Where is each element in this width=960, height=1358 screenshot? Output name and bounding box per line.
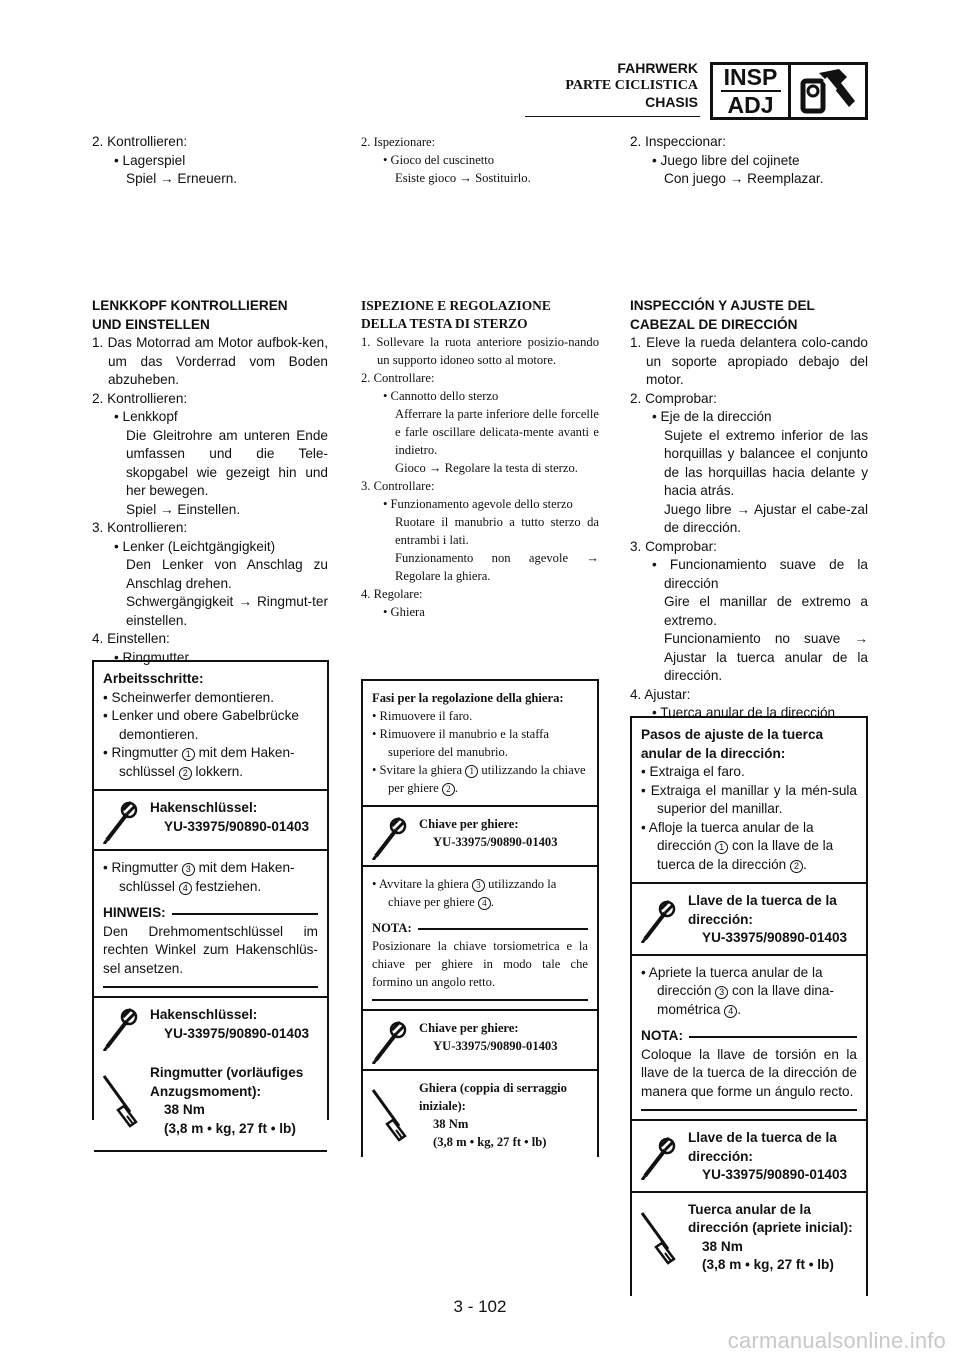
es-tool-2-number: YU-33975/90890-01403 xyxy=(702,1167,848,1182)
it-note-heading: NOTA: xyxy=(372,919,588,937)
it-torque-spec xyxy=(363,1071,597,1157)
insp-adj-badge xyxy=(710,62,868,120)
it-tool-2-number: YU-33975/90890-01403 xyxy=(433,1039,558,1053)
de-box-step-3: • Ringmutter 1 mit dem Haken-schlüssel 2 lokkern. xyxy=(103,745,295,779)
it-section-title: ISPEZIONE E REGOLAZIONE xyxy=(361,298,551,313)
de-step2: 2. Kontrollieren: xyxy=(92,390,188,406)
torque-wrench-icon xyxy=(94,1056,146,1144)
hook-wrench-icon xyxy=(363,807,415,865)
es-tool-1 xyxy=(632,884,866,954)
de-step2-section xyxy=(92,133,328,189)
de-note-text: Den Drehmomentschlüssel im rechten Winkel zum Hakenschlüs-sel ansetzen. xyxy=(103,923,318,976)
es-torque-value-alt: (3,8 m • kg, 27 ft • lb) xyxy=(702,1257,834,1272)
de-torque-name: Ringmutter (vorläufiges Anzugsmoment): xyxy=(150,1065,304,1099)
badge-bottom: ADJ xyxy=(727,92,774,118)
hook-wrench-icon xyxy=(94,791,146,849)
it-procedure-box xyxy=(361,679,599,1157)
it-box-head: Fasi per la regolazione della ghiera: xyxy=(372,691,564,705)
de-tool-2 xyxy=(94,998,327,1056)
it-torque-value: 38 Nm xyxy=(433,1117,469,1131)
es-box-step-4: • Apriete la tuerca anular de la dirección 3 con la llave dina-mométrica 4 . xyxy=(641,964,834,1017)
es-tool-2-name: Llave de la tuerca de la dirección: xyxy=(688,1130,837,1164)
de-section-title: LENKKOPF KONTROLLIEREN xyxy=(92,298,288,313)
de-box-step-4: • Ringmutter 3 mit dem Haken-schlüssel 4 festziehen. xyxy=(103,860,295,894)
it-step2-result: Esiste gioco → Sostituirlo. xyxy=(395,171,531,185)
de-step4: 4. Einstellen: xyxy=(92,631,170,646)
it-step4-bullet: • Ghiera xyxy=(383,605,425,619)
it-step3-result: Funzionamento non agevole → Regolare la ghiera. xyxy=(395,551,599,583)
de-step2-bullet: • Lenkkopf xyxy=(114,409,178,424)
es-tool-2 xyxy=(632,1121,866,1191)
es-main-section xyxy=(630,297,868,723)
header-title-it: PARTE CICLISTICA xyxy=(565,78,698,93)
es-step1: 1. Eleve la rueda delantera colo-cando un soporte apropiado debajo del motor. xyxy=(630,335,868,387)
de-box-step-1: • Scheinwerfer demontieren. xyxy=(103,689,274,705)
it-note-text: Posizionare la chiave torsiometrica e la chiave per ghiere in modo tale che formino un angolo retto. xyxy=(372,939,588,989)
it-step2-result-2: Gioco → Regolare la testa di sterzo. xyxy=(395,461,578,475)
de-torque-spec xyxy=(94,1056,327,1144)
header-rule xyxy=(525,116,700,117)
es-section-title-2: CABEZAL DE DIRECCIÓN xyxy=(630,316,798,332)
es-step3-text: Gire el manillar de extremo a extremo. xyxy=(664,594,868,628)
de-step3-text: Den Lenker von Anschlag zu Anschlag drehen. xyxy=(126,557,328,591)
de-box-step-2: • Lenker und obere Gabelbrücke demontieren. xyxy=(103,708,299,742)
de-step1: 1. Das Motorrad am Motor aufbok-ken, um das Vorderrad vom Boden abzuheben. xyxy=(92,335,328,387)
de-step2-result: Spiel → Erneuern. xyxy=(126,171,238,186)
es-tool-1-number: YU-33975/90890-01403 xyxy=(702,930,848,945)
es-note-text: Coloque la llave de torsión en la llave de la tuerca de la dirección de manera que forme un ángulo recto. xyxy=(641,1046,857,1099)
it-box-step-1: • Rimuovere il faro. xyxy=(372,709,473,723)
hook-wrench-icon xyxy=(363,1011,415,1069)
it-step3-text: Ruotare il manubrio a tutto sterzo da entrambi i lati. xyxy=(395,515,599,547)
de-note-heading: HINWEIS: xyxy=(103,904,318,923)
it-step3: 3. Controllare: xyxy=(361,479,435,493)
es-step2-text: Sujete el extremo inferior de las horquillas y balancee el conjunto de las horquillas hacia delante y hacia atrás. xyxy=(664,427,868,498)
es-tool-1-name: Llave de la tuerca de la dirección: xyxy=(688,893,837,927)
de-tool-1-number: YU-33975/90890-01403 xyxy=(164,818,310,834)
de-torque-value-alt: (3,8 m • kg, 27 ft • lb) xyxy=(164,1120,296,1136)
de-tool-2-number: YU-33975/90890-01403 xyxy=(164,1025,310,1041)
callout-1: 1 xyxy=(182,748,195,761)
it-section-title-2: DELLA TESTA DI STERZO xyxy=(361,316,528,331)
es-step2-item: • Juego libre del cojinete xyxy=(652,152,800,168)
es-box-step-3: • Afloje la tuerca anular de la dirección 1 con la llave de la tuerca de la dirección 2 . xyxy=(641,819,834,872)
de-procedure-box xyxy=(92,660,329,1136)
it-torque-name: Ghiera (coppia di serraggio iniziale): xyxy=(419,1081,567,1113)
es-section-title: INSPECCIÓN Y AJUSTE DEL xyxy=(630,298,815,313)
it-tool-1-name: Chiave per ghiere: xyxy=(419,817,519,831)
torque-wrench-icon xyxy=(363,1071,415,1157)
wrench-gauge-icon xyxy=(791,65,865,117)
section-heading xyxy=(565,60,698,111)
it-step2-text: Afferrare la parte inferiore delle forcelle e farle oscillare delicata-mente avanti e indietro. xyxy=(395,407,599,457)
es-step3: 3. Comprobar: xyxy=(630,538,717,554)
it-tool-1-number: YU-33975/90890-01403 xyxy=(433,835,558,849)
it-box-step-3: • Svitare la ghiera 1 utilizzando la chiave per ghiere 2 . xyxy=(372,763,586,795)
es-step2-result-2: Juego libre → Ajustar el cabe-zal de dirección. xyxy=(664,501,868,535)
de-tool-1-name: Hakenschlüssel: xyxy=(150,800,258,815)
de-step4-bullet: • Ringmutter xyxy=(114,649,190,665)
de-step2-item: • Lagerspiel xyxy=(114,152,186,168)
it-tool-2 xyxy=(363,1011,597,1069)
header-title-es: CHASIS xyxy=(645,94,698,110)
it-tool-2-name: Chiave per ghiere: xyxy=(419,1021,519,1035)
de-step2-text: Die Gleitrohre am unteren Ende umfassen und die Tele-skopgabel wie gezeigt hin und her bewegen. xyxy=(126,427,328,498)
de-step2-head: 2. Kontrollieren: xyxy=(92,134,188,149)
de-torque-value: 38 Nm xyxy=(164,1102,205,1117)
it-box-step-2: • Rimuovere il manubrio e la staffa superiore del manubrio. xyxy=(372,727,549,759)
es-step2-section xyxy=(630,133,868,189)
hook-wrench-icon xyxy=(632,1121,684,1191)
hook-wrench-icon xyxy=(94,998,146,1056)
es-box-head: Pasos de ajuste de la tuerca anular de la dirección: xyxy=(641,727,824,761)
es-box-step-1: • Extraiga el faro. xyxy=(641,764,745,779)
es-note-heading: NOTA: xyxy=(641,1027,857,1046)
es-torque-value: 38 Nm xyxy=(702,1238,743,1254)
es-step2: 2. Comprobar: xyxy=(630,390,717,406)
it-box-step-4: • Avvitare la ghiera 3 utilizzando la chiave per ghiere 4 . xyxy=(372,877,557,909)
es-torque-spec xyxy=(632,1193,866,1281)
watermark: carmanualsonline.info xyxy=(727,1328,946,1353)
badge-top: INSP xyxy=(723,64,778,90)
de-step3-result: Schwergängigkeit → Ringmut-ter einstellen. xyxy=(126,594,328,628)
header-title-de: FAHRWERK xyxy=(617,60,698,76)
de-step3-bullet: • Lenker (Leichtgängigkeit) xyxy=(114,538,276,554)
it-step2: 2. Controllare: xyxy=(361,371,435,385)
es-step3-result: Funcionamiento no suave → Ajustar la tuerca anular de la dirección. xyxy=(664,631,868,683)
it-step4: 4. Regolare: xyxy=(361,587,423,601)
it-main-section xyxy=(361,297,599,621)
es-step4: 4. Ajustar: xyxy=(630,686,691,702)
es-step2-result: Con juego → Reemplazar. xyxy=(664,171,824,186)
it-tool-1 xyxy=(363,807,597,865)
it-step2-item: • Gioco del cuscinetto xyxy=(383,153,495,167)
de-tool-2-name: Hakenschlüssel: xyxy=(150,1007,258,1022)
de-box-head: Arbeitsschritte: xyxy=(103,671,204,686)
de-step2-result-2: Spiel → Einstellen. xyxy=(126,501,241,517)
torque-wrench-icon xyxy=(632,1193,684,1281)
callout-2: 2 xyxy=(179,767,192,780)
it-step2-head: 2. Ispezionare: xyxy=(361,135,436,149)
de-tool-1 xyxy=(94,791,327,849)
es-step3-bullet: • Funcionamiento suave de la dirección xyxy=(652,557,868,591)
de-step3: 3. Kontrollieren: xyxy=(92,520,188,535)
it-step3-bullet: • Funzionamento agevole dello sterzo xyxy=(383,497,573,511)
it-torque-value-alt: (3,8 m • kg, 27 ft • lb) xyxy=(433,1135,547,1149)
page-number: 3 - 102 xyxy=(453,1297,507,1316)
it-step2-bullet: • Cannotto dello sterzo xyxy=(383,389,499,403)
de-main-section xyxy=(92,297,328,667)
de-section-title-2: UND EINSTELLEN xyxy=(92,316,210,332)
es-step2-head: 2. Inspeccionar: xyxy=(630,134,726,149)
it-step1: 1. Sollevare la ruota anteriore posizio-nando un supporto idoneo sotto al motore. xyxy=(361,335,599,367)
es-procedure-box xyxy=(630,716,868,1296)
it-step2-section xyxy=(361,133,599,187)
hook-wrench-icon xyxy=(632,884,684,954)
es-box-step-2: • Extraiga el manillar y la mén-sula superior del manillar. xyxy=(641,782,857,816)
es-torque-name: Tuerca anular de la dirección (apriete inicial): xyxy=(688,1201,853,1235)
es-step2-bullet: • Eje de la dirección xyxy=(652,409,772,424)
es-step4-bullet: • Tuerca anular de la dirección xyxy=(652,705,836,720)
